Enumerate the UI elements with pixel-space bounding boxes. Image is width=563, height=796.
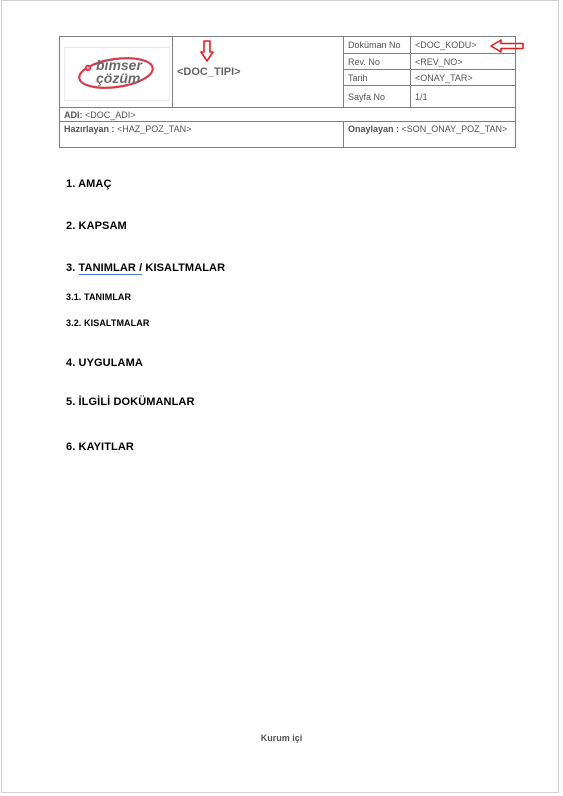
approved-by-label: Onaylayan : <box>348 124 400 134</box>
field-value-date: <ONAY_TAR> <box>411 70 516 86</box>
doc-name-value: <DOC_ADI> <box>85 109 136 120</box>
field-value-rev-no: <REV_NO> <box>411 54 516 70</box>
logo-text-line1: bimser <box>96 57 142 73</box>
approved-by-value: <SON_ONAY_POZ_TAN> <box>401 124 508 134</box>
field-label-date: Tarih <box>344 70 411 86</box>
arrow-left-icon <box>490 39 524 53</box>
section-3-2-heading: 3.2. KISALTMALAR <box>66 318 150 328</box>
section-3-prefix: 3. <box>66 262 79 274</box>
prepared-by-value: <HAZ_POZ_TAN> <box>117 124 192 134</box>
footer-label: Kurum içi <box>260 733 303 743</box>
company-logo <box>60 37 172 107</box>
document-header-table <box>59 36 516 148</box>
field-value-doc-no: <DOC_KODU> <box>411 37 516 54</box>
section-3-heading <box>66 262 225 274</box>
doc-name-row <box>60 108 516 122</box>
doc-name-label: ADI: <box>64 109 83 120</box>
prepared-by-label: Hazırlayan : <box>64 124 115 134</box>
section-5-heading: 5. İLGİLİ DOKÜMANLAR <box>66 396 195 408</box>
doc-type: <DOC_TIPI> <box>177 66 241 78</box>
field-label-doc-no: Doküman No <box>344 37 411 54</box>
section-3-1-heading: 3.1. TANIMLAR <box>66 292 132 302</box>
section-4-heading: 4. UYGULAMA <box>66 357 143 369</box>
logo-text-line2: çözüm <box>96 70 141 86</box>
approved-by-cell <box>344 122 516 148</box>
prepared-by-cell <box>60 122 344 148</box>
field-value-page-no: 1/1 <box>411 86 516 108</box>
section-6-heading: 6. KAYITLAR <box>66 441 134 453</box>
field-label-rev-no: Rev. No <box>344 54 411 70</box>
section-2-heading: 2. KAPSAM <box>66 220 127 232</box>
arrow-down-icon <box>200 40 214 62</box>
field-label-page-no: Sayfa No <box>344 86 411 108</box>
logo-cell <box>60 37 173 108</box>
section-3-underlined: TANIMLAR / <box>78 262 143 274</box>
doc-type-cell <box>173 37 344 108</box>
section-3-suffix: KISALTMALAR <box>142 262 226 274</box>
section-1-heading: 1. AMAÇ <box>66 178 112 190</box>
